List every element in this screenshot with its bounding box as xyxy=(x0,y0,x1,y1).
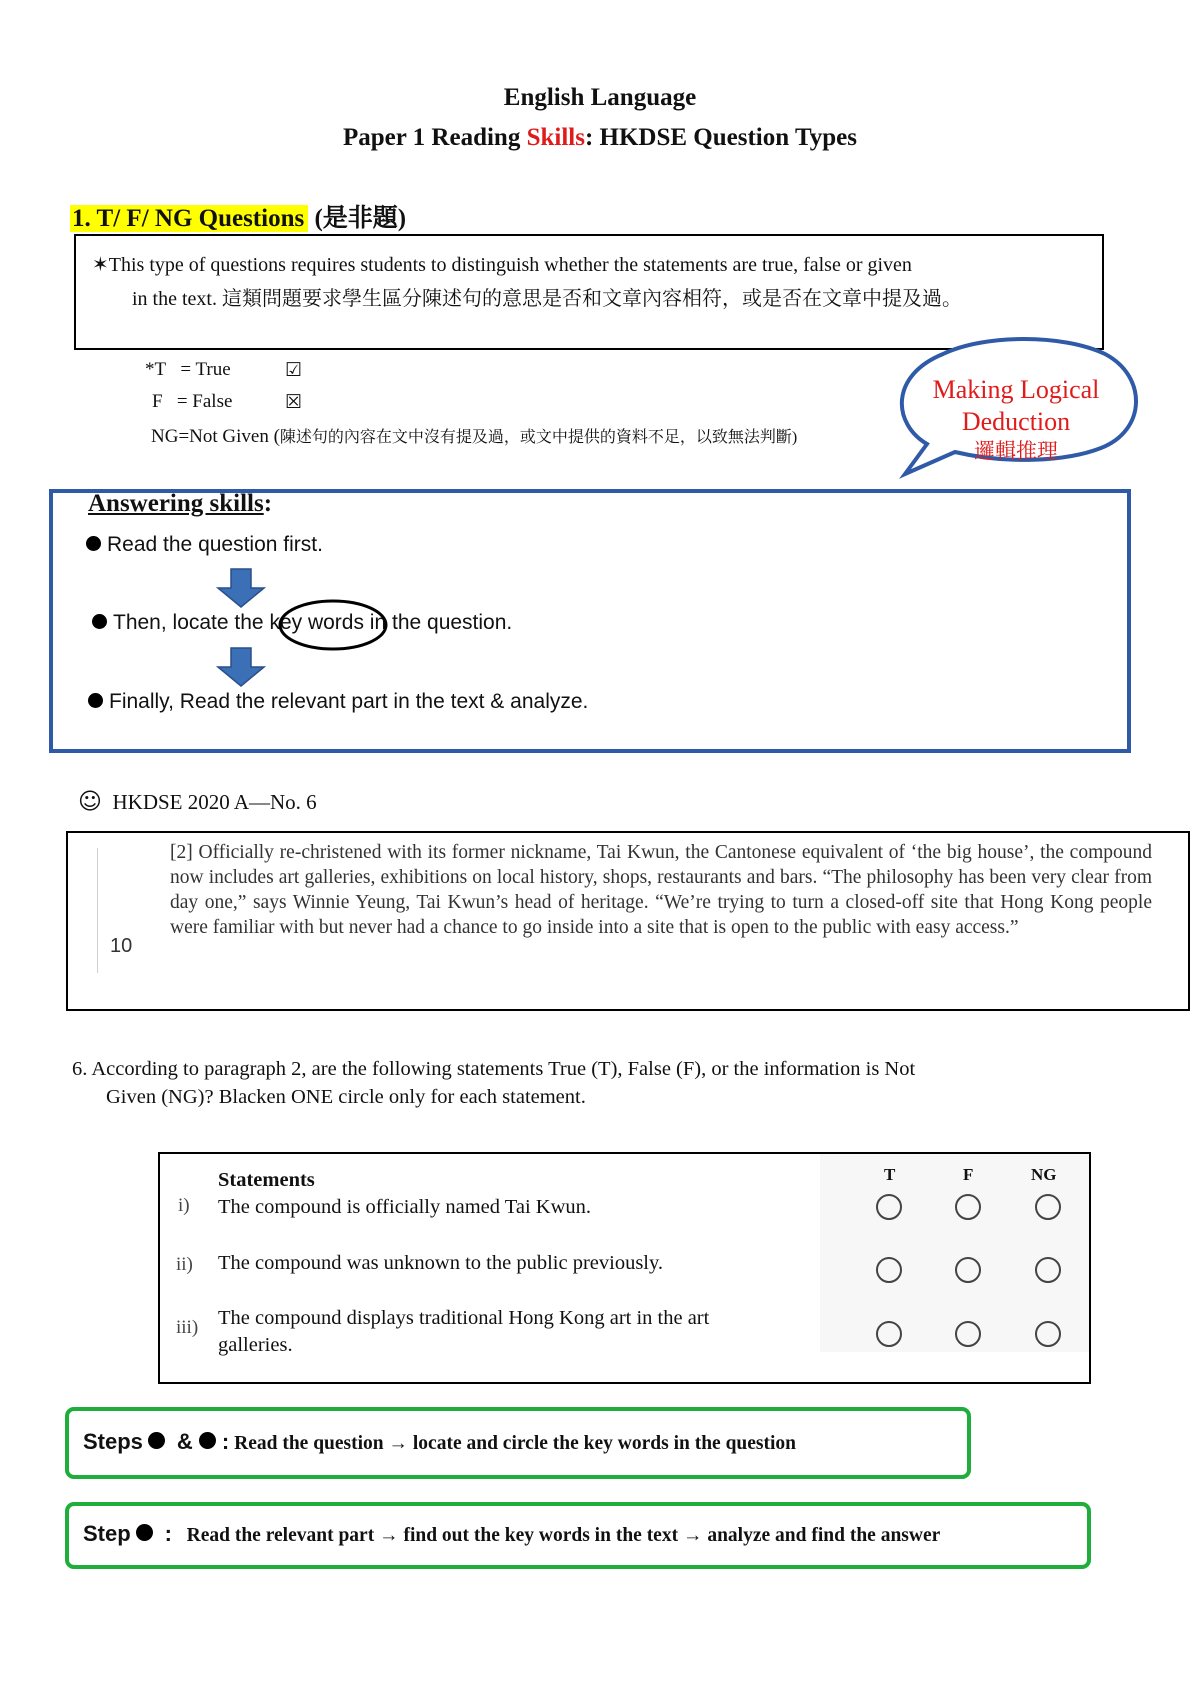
answer-circle-i-t[interactable] xyxy=(876,1194,902,1220)
bullet-icon xyxy=(92,614,107,629)
down-arrow-icon xyxy=(216,568,266,608)
example-label-text: HKDSE 2020 A—No. 6 xyxy=(112,790,317,814)
smiley-icon: ☺ xyxy=(78,789,102,815)
skill-step-3-text: Finally, Read the relevant part in the text & analyze. xyxy=(109,690,589,713)
skill-step-2-pre: Then, locate the xyxy=(113,611,270,634)
step-colon: : xyxy=(158,1521,173,1546)
row-number: ii) xyxy=(176,1254,193,1275)
steps-colon: : xyxy=(221,1429,230,1454)
skill-step-2-key: key words xyxy=(269,611,364,634)
statement-text-line-2: galleries. xyxy=(218,1334,293,1356)
subtitle-post: : HKDSE Question Types xyxy=(584,124,857,151)
example-label xyxy=(78,789,317,815)
bubble-line-2: Deduction xyxy=(961,407,1071,436)
passage-margin-line xyxy=(97,848,98,973)
ng-en: NG=Not Given ( xyxy=(151,426,280,447)
bullet-icon xyxy=(148,1432,165,1449)
line-number: 10 xyxy=(110,935,133,957)
skill-step-3 xyxy=(88,690,588,714)
column-header-t: T xyxy=(884,1165,896,1184)
intro-line-1: ✶This type of questions requires students to distinguish whether the statements are true, false or given xyxy=(92,254,912,276)
bubble-line-3: 邏輯推理 xyxy=(974,439,1058,463)
answer-circle-iii-t[interactable] xyxy=(876,1321,902,1347)
question-line-1: 6. According to paragraph 2, are the following statements True (T), False (F), or the information is Not xyxy=(72,1058,916,1080)
step-3-desc: Read the relevant part → find out the key words in the text → analyze and find the answer xyxy=(186,1525,941,1546)
answer-circle-i-f[interactable] xyxy=(955,1194,981,1220)
column-header-ng: NG xyxy=(1031,1165,1057,1184)
bubble-line-1: Making Logical xyxy=(932,375,1100,404)
skill-step-2-post: in the question. xyxy=(363,611,513,634)
bullet-icon xyxy=(88,693,103,708)
steps-1-2-text xyxy=(83,1429,796,1455)
answer-circle-ii-f[interactable] xyxy=(955,1257,981,1283)
checkbox-crossed-icon: ☒ xyxy=(285,392,303,413)
answer-circle-i-ng[interactable] xyxy=(1035,1194,1061,1220)
step-3-text xyxy=(83,1521,940,1547)
document-subtitle xyxy=(0,124,1200,152)
steps-amp: & xyxy=(170,1429,199,1454)
legend-key: *T xyxy=(145,359,167,380)
bullet-icon xyxy=(199,1432,216,1449)
section-heading-chinese: (是非題) xyxy=(308,205,407,232)
checkbox-checked-icon: ☑ xyxy=(285,360,303,381)
statement-text: The compound is officially named Tai Kwun. xyxy=(218,1196,591,1218)
intro-line-2: in the text. 這類問題要求學生區分陳述句的意思是否和文章內容相符，或是否在文章中提及過。 xyxy=(132,288,962,310)
statement-text-line-1: The compound displays traditional Hong Kong art in the art xyxy=(218,1307,710,1329)
answer-circle-iii-ng[interactable] xyxy=(1035,1321,1061,1347)
skill-step-1 xyxy=(86,533,323,557)
table-header: Statements xyxy=(218,1169,315,1191)
row-number: i) xyxy=(178,1195,190,1216)
legend-eq: = False xyxy=(176,391,233,412)
steps-label: Steps xyxy=(83,1429,143,1454)
section-heading xyxy=(70,198,406,234)
intro-box xyxy=(74,234,1104,350)
document-title: English Language xyxy=(503,84,697,111)
section-heading-highlight: 1. T/ F/ NG Questions xyxy=(70,205,308,232)
row-number: iii) xyxy=(176,1317,199,1338)
speech-bubble-text xyxy=(906,374,1126,464)
question-line-2: Given (NG)? Blacken ONE circle only for each statement. xyxy=(106,1086,586,1108)
statement-text: The compound was unknown to the public previously. xyxy=(218,1252,664,1274)
skills-title-colon: : xyxy=(263,490,273,517)
legend-key: F xyxy=(152,391,163,412)
subtitle-pre: Paper 1 Reading xyxy=(343,124,527,151)
column-header-f: F xyxy=(963,1165,974,1184)
question-prompt xyxy=(72,1055,1122,1111)
answer-circle-ii-t[interactable] xyxy=(876,1257,902,1283)
legend-true xyxy=(145,359,465,387)
skill-step-1-text: Read the question first. xyxy=(107,533,323,556)
answering-skills-title xyxy=(88,490,272,518)
subtitle-highlight: Skills xyxy=(526,124,585,151)
skills-title-text: Answering skills xyxy=(88,490,264,517)
steps-1-2-desc: Read the question → locate and circle the key words in the question xyxy=(234,1433,797,1454)
statement-text xyxy=(218,1305,709,1359)
legend-eq: = True xyxy=(180,359,231,380)
bullet-icon xyxy=(86,536,101,551)
answer-circle-iii-f[interactable] xyxy=(955,1321,981,1347)
down-arrow-icon xyxy=(216,647,266,687)
key-words-circle-icon xyxy=(277,598,389,652)
legend-not-given xyxy=(151,424,911,448)
ng-zh: 陳述句的內容在文中沒有提及過，或文中提供的資料不足，以致無法判斷) xyxy=(279,429,798,446)
answer-circle-ii-ng[interactable] xyxy=(1035,1257,1061,1283)
step-label: Step xyxy=(83,1521,131,1546)
legend-false xyxy=(152,391,465,419)
passage-text: [2] Officially re-christened with its former nickname, Tai Kwun, the Cantonese equivalent of ‘the big house’, the compound now includes art galleries, exhibitions on local history, shops, restaurants and bars. “The philosophy has been very clear from day one,” says Winnie Yeung, Tai Kwun’s head of heritage. “We’re trying to turn a closed-off site that Hong Kong people were familiar with but never had a chance to go inside into a site that is open to the public with easy access.” xyxy=(170,842,1152,938)
bullet-icon xyxy=(136,1524,153,1541)
